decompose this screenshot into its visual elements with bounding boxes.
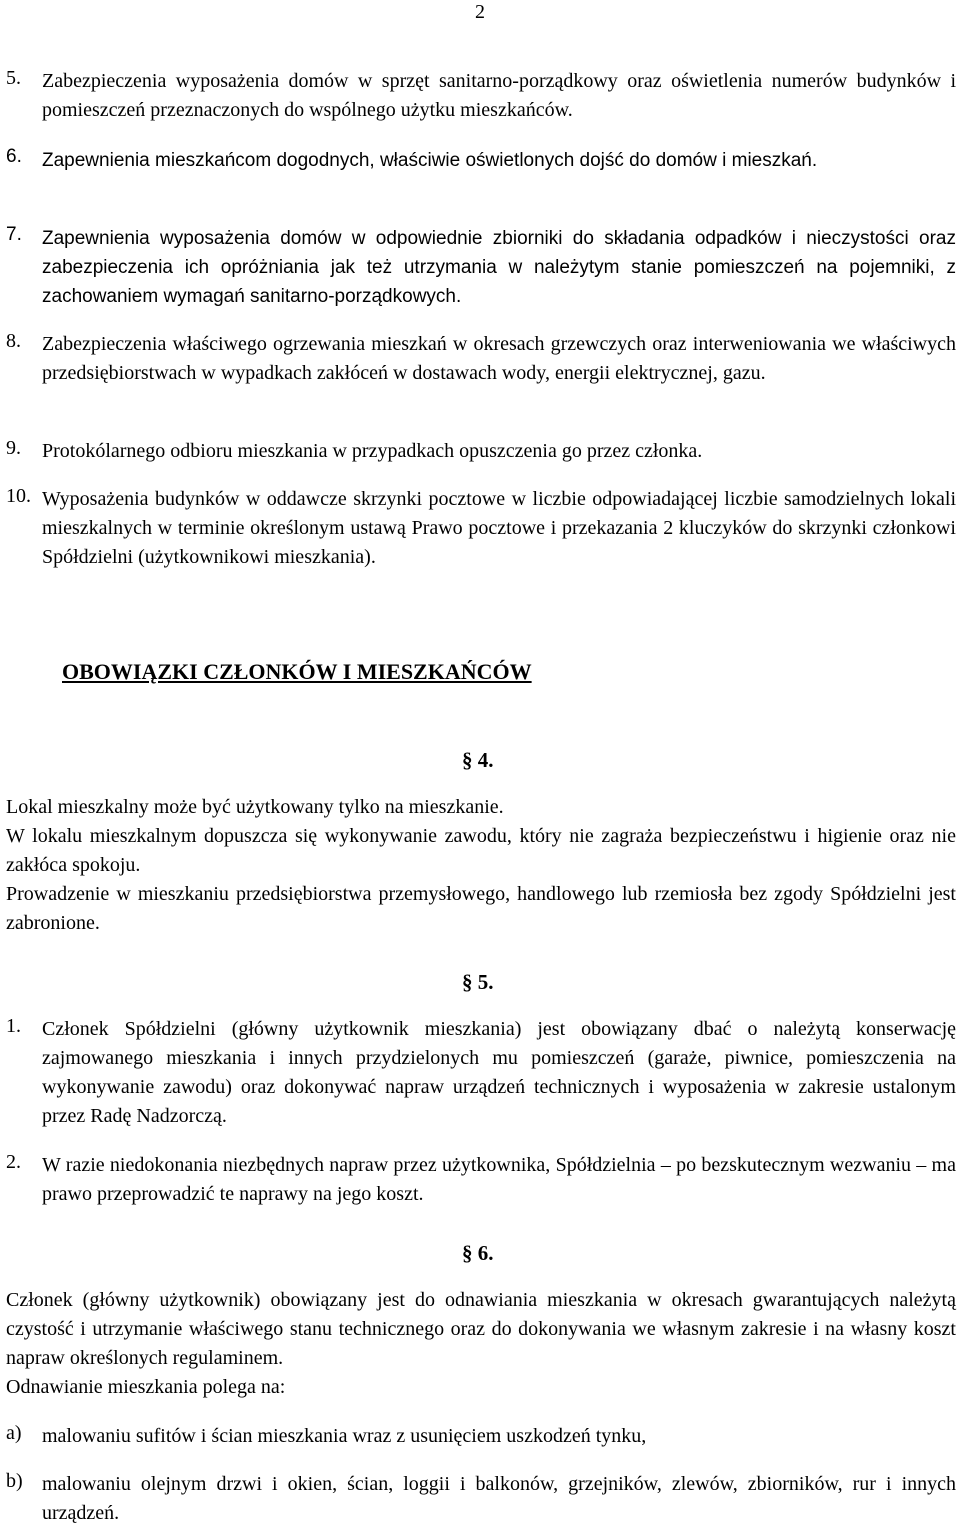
list-item: [6, 485, 956, 572]
list-item-number: 5.: [6, 67, 21, 89]
paragraph: Odnawianie mieszkania polega na:: [6, 1376, 286, 1398]
list-item-number: 1.: [6, 1015, 21, 1037]
list-item-text: Członek Spółdzielni (główny użytkownik mieszkania) jest obowiązany dbać o należytą konserwację zajmowanego mieszkania i innych przydzielonych mu pomieszczeń (garaże, piwnice, pomieszczenia na wykonywanie zawodu) oraz dokonywać napraw urządzeń technicznych i wyposażenia w zakresie ustalonym przez Radę Nadzorczą.: [42, 1018, 956, 1127]
paragraph: Lokal mieszkalny może być użytkowany tylko na mieszkanie.: [6, 796, 504, 818]
list-item-text: Protokólarnego odbioru mieszkania w przypadkach opuszczenia go przez członka.: [42, 440, 703, 462]
list-item-text: Zapewnienia wyposażenia domów w odpowiednie zbiorniki do składania odpadków i nieczystości oraz zabezpieczenia ich opróżniania jak też utrzymania w należytym stanie pomieszczeń na pojemniki, z zachowaniem wymagań sanitarno-porządkowych.: [42, 228, 956, 307]
list-item-text: Zapewnienia mieszkańcom dogodnych, właściwie oświetlonych dojść do domów i mieszkań.: [42, 150, 818, 171]
list-item: [6, 437, 956, 466]
list-item: [6, 224, 956, 311]
section-heading: OBOWIĄZKI CZŁONKÓW I MIESZKAŃCÓW: [62, 659, 532, 684]
page-number: 2: [475, 1, 485, 23]
list-item: [6, 330, 956, 388]
list-item: [6, 1470, 956, 1528]
list-item-text: Zabezpieczenia właściwego ogrzewania mieszkań w okresach grzewczych oraz interweniowania we właściwych przedsiębiorstwach w wypadkach zakłóceń w dostawach wody, energii elektrycznej, gazu.: [42, 333, 956, 384]
list-item: [6, 67, 956, 125]
list-item-number: 6.: [6, 146, 22, 167]
list-item-text: Zabezpieczenia wyposażenia domów w sprzęt sanitarno-porządkowy oraz oświetlenia numerów budynków i pomieszczeń przeznaczonych do wspólnego użytku mieszkańców.: [42, 70, 956, 121]
list-item-number: 2.: [6, 1151, 21, 1173]
list-item-number: b): [6, 1470, 23, 1492]
section-5-title: § 5.: [462, 970, 494, 994]
list-item-text: W razie niedokonania niezbędnych napraw przez użytkownika, Spółdzielnia – po bezskutecznym wezwaniu – ma prawo przeprowadzić te naprawy na jego koszt.: [42, 1154, 956, 1205]
list-item-number: 10.: [6, 485, 31, 507]
paragraph: Członek (główny użytkownik) obowiązany jest do odnawiania mieszkania w okresach gwarantujących należytą czystość i utrzymanie właściwego stanu technicznego oraz do dokonywania we własnym zakresie i na własny koszt napraw określonych regulaminem.: [6, 1289, 956, 1369]
section-4-title: § 4.: [462, 748, 494, 772]
paragraph: W lokalu mieszkalnym dopuszcza się wykonywanie zawodu, który nie zagraża bezpieczeństwu i higienie oraz nie zakłóca spokoju.: [6, 825, 956, 876]
list-item: [6, 1151, 956, 1209]
list-item-number: 9.: [6, 437, 21, 459]
list-item-number: 8.: [6, 330, 21, 352]
list-item-text: malowaniu olejnym drzwi i okien, ścian, loggii i balkonów, grzejników, zlewów, zbiorników, rur i innych urządzeń.: [42, 1473, 956, 1524]
list-item: [6, 1422, 956, 1451]
paragraph: Prowadzenie w mieszkaniu przedsiębiorstwa przemysłowego, handlowego lub rzemiosła bez zgody Spółdzielni jest zabronione.: [6, 883, 956, 934]
list-item-text: malowaniu sufitów i ścian mieszkania wraz z usunięciem uszkodzeń tynku,: [42, 1425, 647, 1447]
list-item-text: Wyposażenia budynków w oddawcze skrzynki pocztowe w liczbie odpowiadającej liczbie samodzielnych lokali mieszkalnych w terminie określonym ustawą Prawo pocztowe i przekazania 2 kluczyków do skrzynki członkowi Spółdzielni (użytkownikowi mieszkania).: [42, 488, 956, 568]
list-item-number: a): [6, 1422, 22, 1444]
list-item-number: 7.: [6, 224, 22, 245]
list-item: [6, 1015, 956, 1131]
list-item: [6, 146, 956, 175]
section-6-title: § 6.: [462, 1241, 494, 1265]
